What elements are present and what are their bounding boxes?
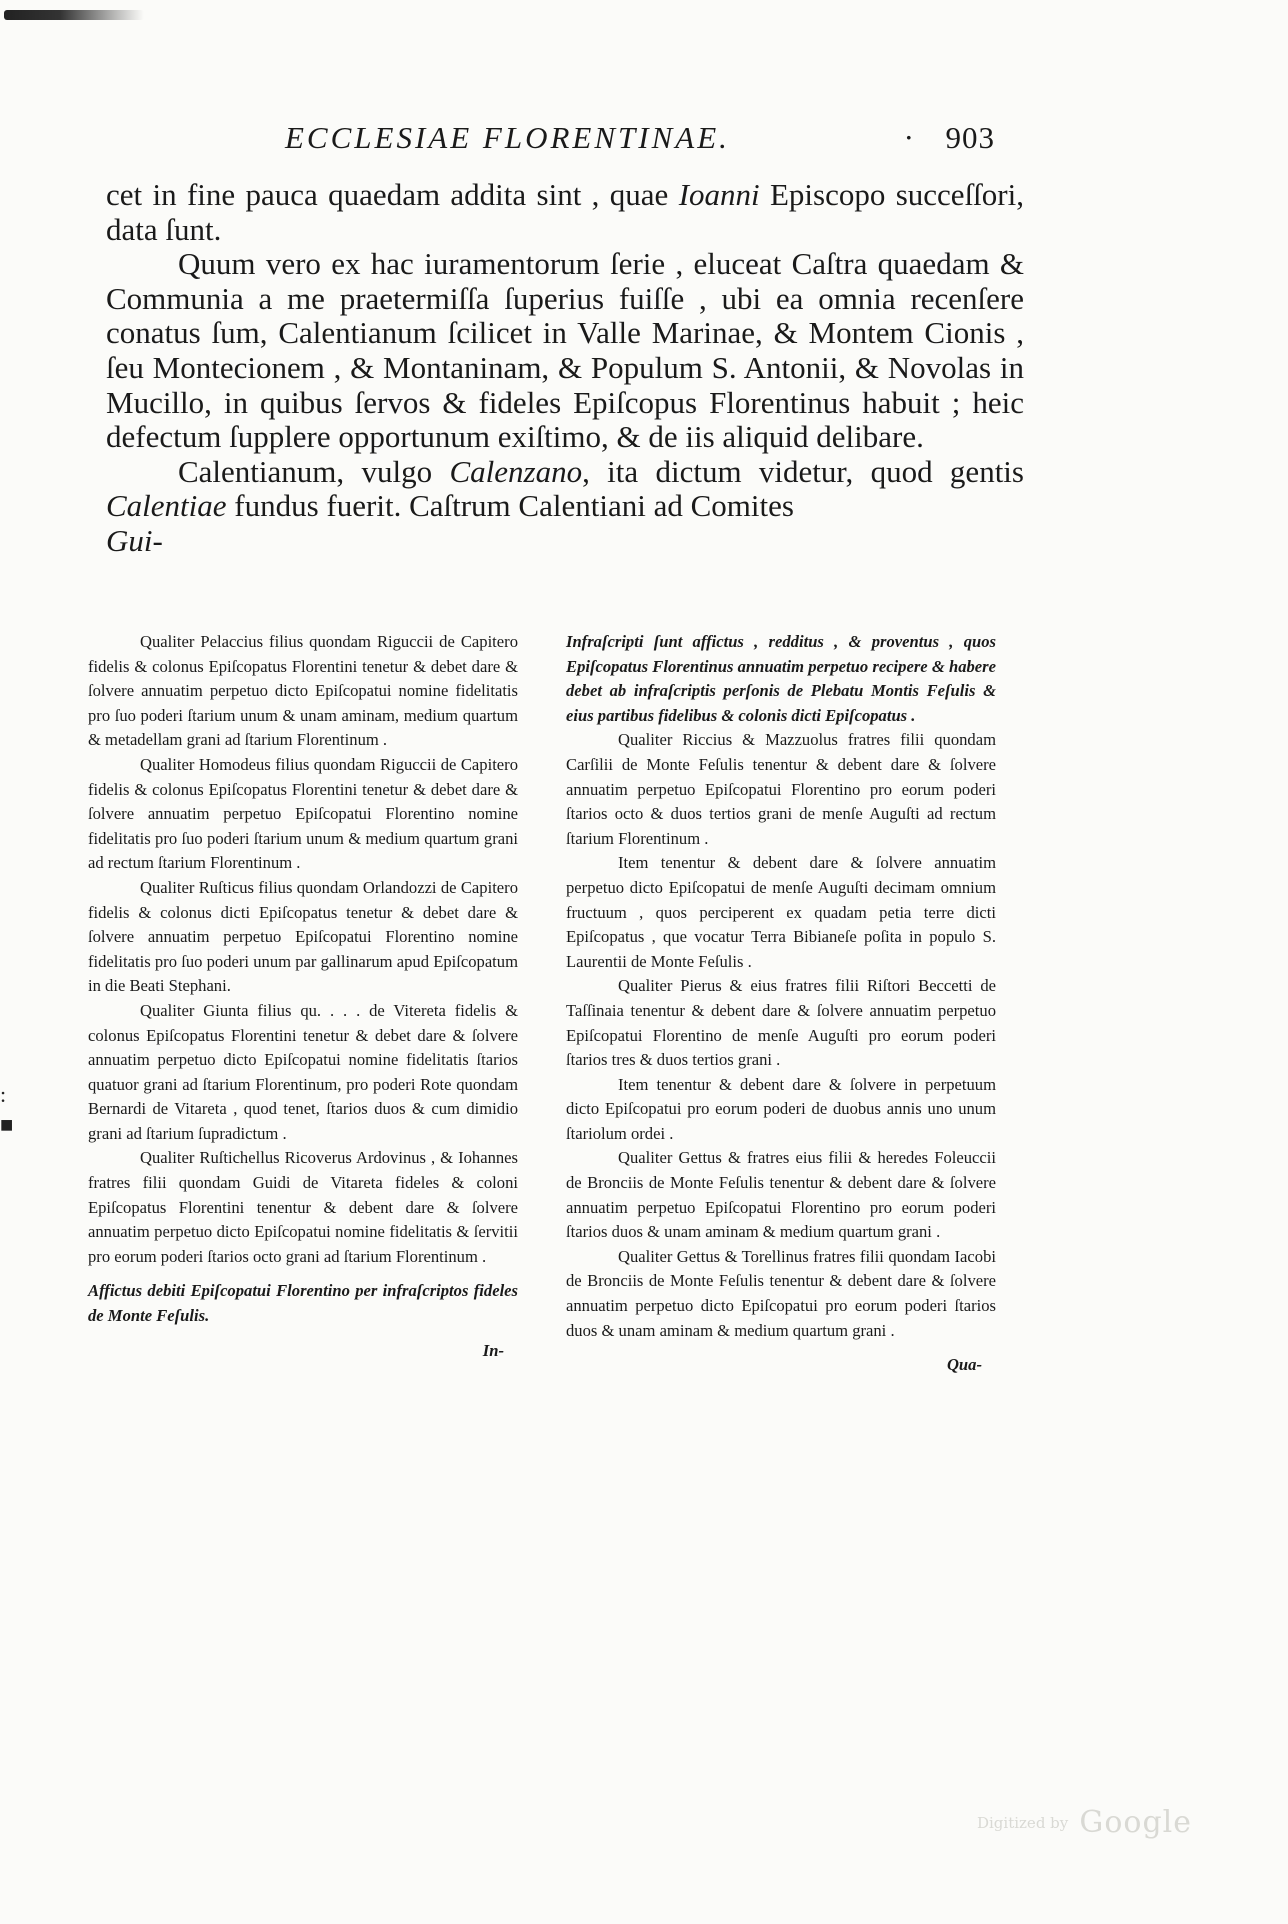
watermark-small-text: Digitized by <box>976 1813 1069 1832</box>
right-entry-5: Qualiter Gettus & fratres eius filii & heredes Foleuccii de Bronciis de Monte Feſulis tenentur & debent dare & ſolvere annuatim perpetuo Epiſcopatui Florentino pro eorum poderi ſtarios duos & unam aminam & medium quartum grani . <box>566 1148 996 1242</box>
main-paragraph-3: Calentianum, vulgo Calenzano, ita dictum videtur, quod gentis Calentiae fundus fuerit. Caſtrum Calentiani ad Comites <box>106 453 1024 524</box>
main-catchword: Gui- <box>106 522 163 558</box>
italic-name: Ioanni <box>678 177 760 212</box>
running-title: ECCLESIAE FLORENTINAE. <box>285 120 730 155</box>
left-entry-4: Qualiter Giunta filius qu. . . . de Vitereta fidelis & colonus Epiſcopatus Florentini tenetur & debet dare & ſolvere annuatim perpetuo dicto Epiſcopatui nomine fidelitatis ſtarios quatuor grani ad ſtarium Florentinum, pro poderi Rote quondam Bernardi de Vitareta , quod tenet, ſtarios duos & cum dimidio grani ad ſtarium ſupradictum . <box>88 1000 518 1143</box>
two-column-section <box>88 630 1016 1630</box>
main-paragraph-1: cet in fine pauca quaedam addita sint , quae Ioanni Episcopo succeſſori, data ſunt. <box>106 177 1024 247</box>
right-column <box>566 630 996 1378</box>
left-column <box>88 630 518 1363</box>
margin-marks <box>0 1080 24 1170</box>
left-entry-2: Qualiter Homodeus filius quondam Riguccii de Capitero fidelis & colonus Epiſcopatus Florentini tenetur & debet dare & ſolvere annuatim perpetuo Epiſcopatui Florentino nomine fidelitatis pro ſuo poderi ſtarium unum & medium quartum grani ad rectum ſtarium Florentinum . <box>88 754 518 873</box>
right-catchword: Qua- <box>946 1355 982 1375</box>
right-section-heading: Infraſcripti ſunt affictus , redditus , & proventus , quos Epiſcopatus Florentinus annuatim perpetuo recipere & habere debet ab infraſcriptis perſonis de Plebatu Montis Feſulis & eius partibus fidelibus & colonis dicti Epiſcopatus . <box>566 632 996 725</box>
left-entry-1: Qualiter Pelaccius filius quondam Riguccii de Capitero fidelis & colonus Epiſcopatus Florentini tenetur & debet dare & ſolvere annuatim perpetuo dicto Epiſcopatui nomine fidelitatis pro ſuo poderi ſtarium unum & unam aminam, medium quartum & metadellam grani ad ſtarium Florentinum . <box>88 632 518 750</box>
page-number: 903 <box>945 120 995 155</box>
right-entry-6: Qualiter Gettus & Torellinus fratres filii quondam Iacobi de Bronciis de Monte Feſulis tenentur & debent dare & ſolvere annuatim perpetuo dicto Epiſcopatui pro eorum poderi ſtarios duos & unam aminam & medium quartum grani . <box>566 1246 996 1340</box>
right-entry-3: Qualiter Pierus & eius fratres filii Riſtori Beccetti de Taſſinaia tenentur & debent dare & ſolvere annuatim perpetuo Epiſcopatui Florentino de menſe Auguſti pro eorum poderi ſtarios tres & duos tertios grani . <box>566 976 996 1070</box>
left-section-heading: Affictus debiti Epiſcopatui Florentino per infraſcriptos fideles de Monte Feſulis. <box>88 1281 518 1326</box>
digitized-watermark <box>977 1805 1192 1840</box>
left-catchword: In- <box>482 1340 504 1360</box>
right-entry-4: Item tenentur & debent dare & ſolvere in perpetuum dicto Epiſcopatui pro eorum poderi de duobus annis uno unum ſtariolum ordei . <box>566 1074 996 1143</box>
left-entry-3: Qualiter Ruſticus filius quondam Orlandozzi de Capitero fidelis & colonus dicti Epiſcopatus tenetur & debet dare & ſolvere annuatim perpetuo Epiſcopatui Florentino nomine fidelitatis pro ſuo poderi unum par gallinarum apud Epiſcopatum in die Beati Stephani. <box>88 877 518 996</box>
main-paragraph-2: Quum vero ex hac iuramentorum ſerie , eluceat Caſtra quaedam & Communia a me praetermiſſa ſuperius fuiſſe , ubi ea omnia recenſere conatus ſum, Calentianum ſcilicet in Valle Marinae, & Montem Cionis , ſeu Montecionem , & Montaninam, & Populum S. Antonii, & Novolas in Mucillo, in quibus ſervos & fideles Epiſcopus Florentinus habuit ; heic defectum ſupplere opportunum exiſtimo, & de iis aliquid delibare. <box>106 246 1024 455</box>
header-dot: · <box>903 120 917 155</box>
scan-smudge <box>4 10 144 20</box>
main-text-block <box>106 178 1024 559</box>
left-entry-5: Qualiter Ruſtichellus Ricoverus Ardovinus , & Iohannes fratres filii quondam Guidi de Vitareta fideles & coloni Epiſcopatus Florentini tenentur & debent dare & ſolvere annuatim perpetuo dicto Epiſcopatui nomine fidelitatis & ſervitii pro eorum poderi ſtarios octo grani ad ſtarium Florentinum . <box>88 1148 518 1266</box>
right-entry-2: Item tenentur & debent dare & ſolvere annuatim perpetuo dicto Epiſcopatui de menſe Auguſti decimam omnium fructuum , quos perciperent ex quadam petia terre dicti Epiſcopatus , que vocatur Terra Bibianeſe poſita in populo S. Laurentii de Monte Feſulis . <box>566 853 996 971</box>
google-logo: Google <box>1079 1805 1192 1840</box>
running-header <box>285 120 995 164</box>
margin-mark-square: ■ <box>0 1112 14 1137</box>
italic-name: Calentiae <box>106 488 227 524</box>
right-entry-1: Qualiter Riccius & Mazzuolus fratres filii quondam Carſilii de Monte Feſulis tenentur & debent dare & ſolvere annuatim perpetuo Epiſcopatui Florentino pro eorum poderi ſtarios octo & duos tertios grani de menſe Auguſti ad rectum ſtarium Florentinum . <box>566 730 996 848</box>
italic-name: Calenzano <box>449 453 583 489</box>
margin-mark-colon: : <box>0 1082 7 1107</box>
